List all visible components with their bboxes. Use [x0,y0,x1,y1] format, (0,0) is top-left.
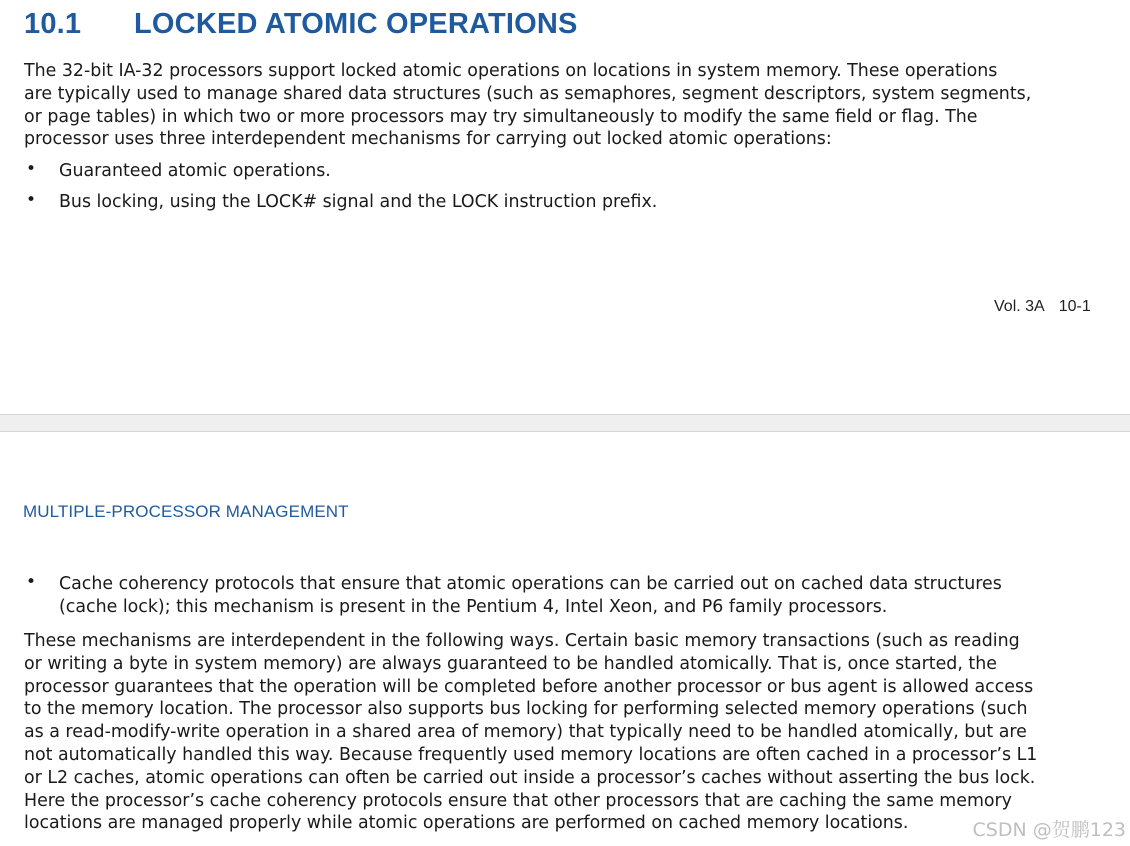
section-title: LOCKED ATOMIC OPERATIONS [134,8,578,40]
body-line: not automatically handled this way. Because frequently used memory locations are often cached in a processor’s L1 [24,744,1038,765]
list-item [24,160,1104,183]
body-paragraph [24,630,1104,835]
intro-line: The 32-bit IA-32 processors support locked atomic operations on locations in system memory. These operations [24,61,998,81]
body-line: locations are managed properly while atomic operations are performed on cached memory locations. [24,813,909,834]
body-line: Here the processor’s cache coherency protocols ensure that other processors that are caching the same memory [24,790,1012,811]
list-item [24,573,1104,619]
section-heading [24,8,578,41]
body-line: or L2 caches, atomic operations can often be carried out inside a processor’s caches without asserting the bus lock. [24,767,1036,788]
intro-line: processor uses three interdependent mechanisms for carrying out locked atomic operations: [24,129,832,150]
bullet-text: Bus locking, using the LOCK# signal and the LOCK instruction prefix. [59,192,658,212]
page-separator [0,414,1130,432]
running-header: MULTIPLE-PROCESSOR MANAGEMENT [23,502,349,521]
document-page-1 [0,0,1130,414]
bullet-line: (cache lock); this mechanism is present in the Pentium 4, Intel Xeon, and P6 family processors. [59,596,888,617]
volume-label: Vol. 3A [994,298,1045,315]
page-number: 10-1 [1058,298,1091,315]
body-line: as a read-modify-write operation in a shared area of memory) that typically need to be handled atomically, but are [24,722,1027,743]
body-line: processor guarantees that the operation will be completed before another processor or bus agent is allowed access [24,676,1034,697]
intro-line: or page tables) in which two or more processors may try simultaneously to modify the same field or flag. The [24,106,978,127]
list-item [24,191,1104,214]
section-number: 10.1 [24,8,82,40]
intro-line: are typically used to manage shared data structures (such as semaphores, segment descriptors, system segments, [24,83,1032,104]
bullet-icon: • [26,572,37,592]
watermark: CSDN @贺鹏123 [972,819,1126,841]
bullet-icon: • [26,190,37,210]
bullet-text: Guaranteed atomic operations. [59,161,331,181]
intro-paragraph [24,60,1104,151]
body-line: These mechanisms are interdependent in the following ways. Certain basic memory transactions (such as reading [24,631,1020,651]
bullet-line: Cache coherency protocols that ensure that atomic operations can be carried out on cached data structures [59,574,1002,594]
body-line: or writing a byte in system memory) are always guaranteed to be handled atomically. That is, once started, the [24,653,997,674]
body-line: to the memory location. The processor also supports bus locking for performing selected memory operations (such [24,699,1028,720]
bullet-icon: • [26,159,37,179]
bullet-text [59,573,1104,619]
page-footer [994,298,1091,316]
